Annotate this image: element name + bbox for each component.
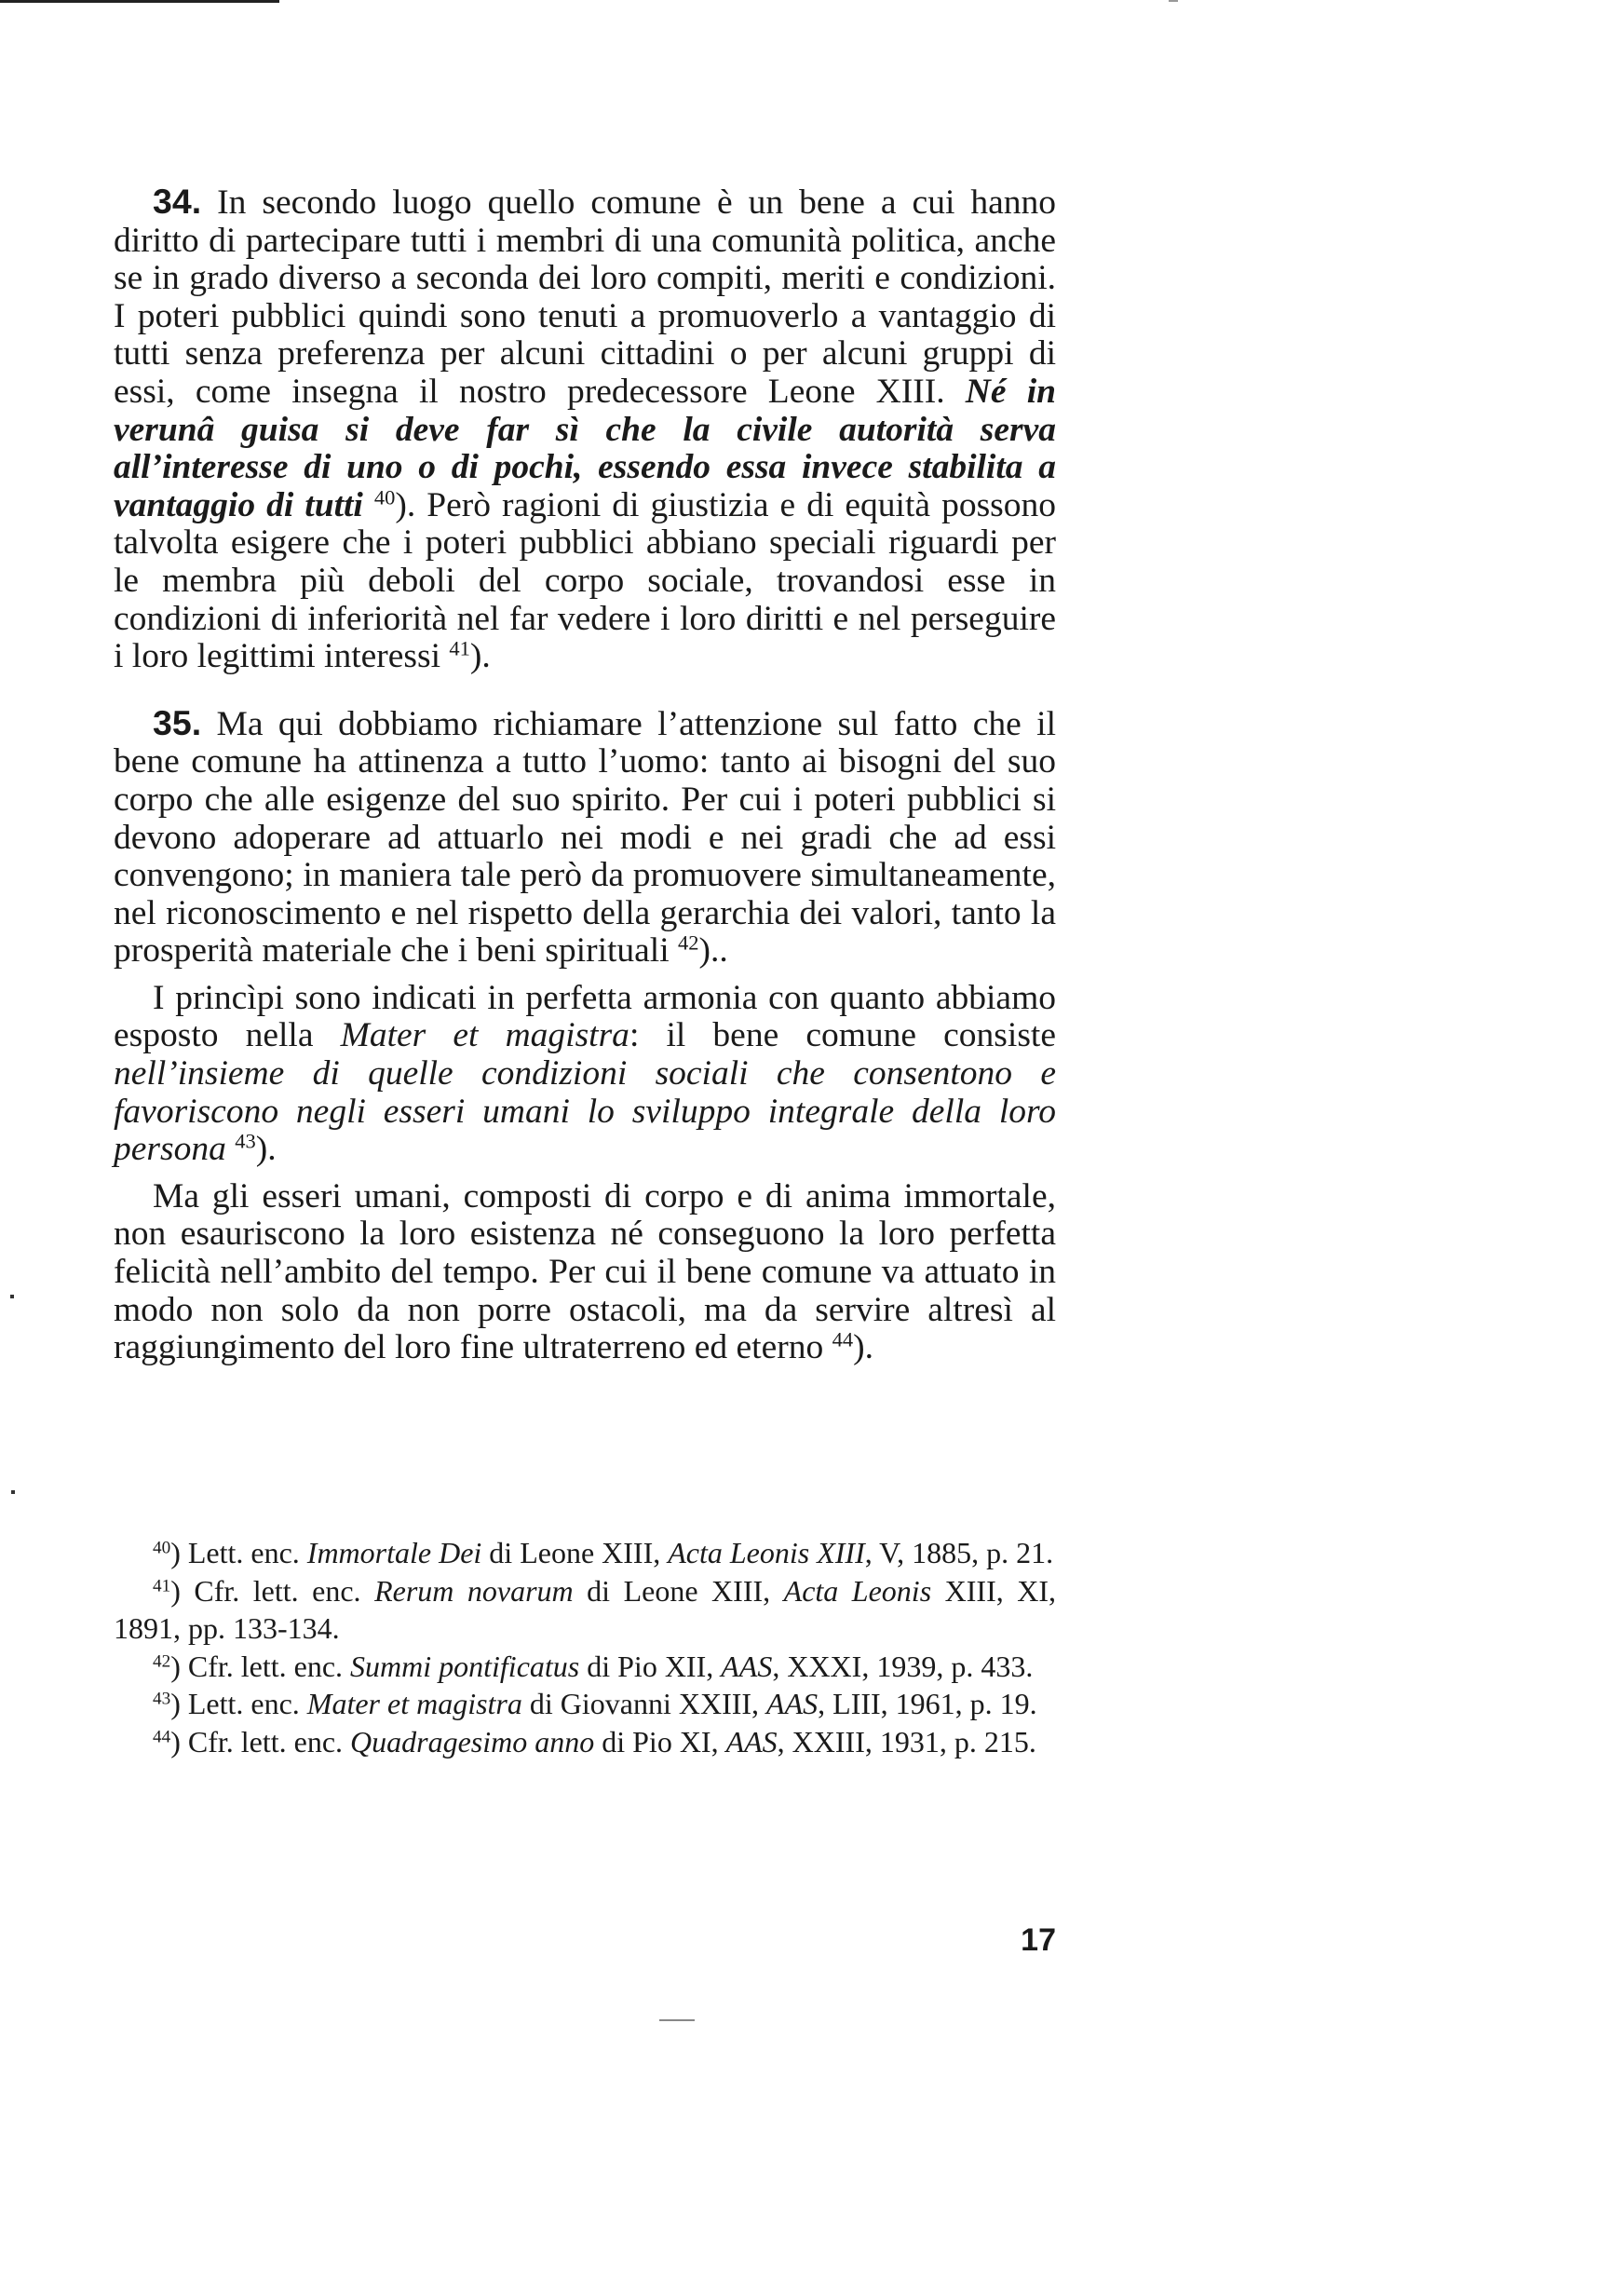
margin-mark [10,1295,14,1298]
paragraph-35: 35. Ma qui dobbiamo richiamare l’attenzione sul fatto che il bene comune ha attinenza a tutto l’uomo: tanto ai bisogni del suo corpo che alle esigenze del suo spirito. Per cui i poteri pubblici si devono adoperare ad attuarlo nei modi e nei gradi che ad essi convengono; in maniera tale però da promuovere simultaneamente, nel riconoscimento e nel rispetto della gerarchia dei valori, tanto la prosperità materiale che i beni spirituali $^{42}$).. [114,702,1056,971]
footnote-ref-40: 40 [373,485,396,509]
footnote-ref-42: 42 [678,930,699,955]
footnote-44: $^{44}$) Cfr. lett. enc. Quadragesimo anno di Pio XI, AAS, XXIII, 1931, p. 215. [153,1724,1036,1759]
footnote-43: $^{43}$) Lett. enc. Mater et magistra di Giovanni XXIII, AAS, LIII, 1961, p. 19. [153,1687,1037,1720]
footnote-ref-43: 43 [235,1129,256,1153]
paragraph-number: 34. [153,182,202,221]
top-rule [0,0,279,3]
footnotes [114,1534,1056,1760]
page-number: 17 [1021,1922,1056,1958]
margin-mark [11,1490,15,1494]
top-tick [1169,0,1178,2]
paragraph-number: 35. [153,702,202,742]
bottom-tick [659,2019,695,2021]
footnote-ref-41: 41 [449,636,470,660]
paragraph-34: 34. In secondo luogo quello comune è un bene a cui hanno diritto di partecipare tutti i membri di una comunità politica, anche se in grado diverso a seconda dei loro compiti, meriti e condizioni. I poteri pubblici quindi sono tenuti a promuoverlo a vantaggio di tutti senza preferenza per alcuni cittadini o per alcuni gruppi di essi, come insegna il nostro predecessore Leone XIII. Né in verunâ guisa si deve far sì che la civile autorità serva all’interesse di uno o di pochi, essendo essa invece stabilita a vantaggio di tutti $^{40}$). Però ragioni di giustizia e di equità possono talvolta esigere che i poteri pubblici abbiano speciali riguardi per le membra più deboli del corpo sociale, trovandosi esse in condizioni di inferiorità nel far vedere i loro diritti e nel perseguire i loro legittimi interessi $^{41}$). [114,182,1057,676]
footnote-42: $^{42}$) Cfr. lett. enc. Summi pontificatus di Pio XII, AAS, XXXI, 1939, p. 433. [153,1649,1034,1683]
paragraph-esseri-umani: Ma gli esseri umani, composti di corpo e di anima immortale, non esauriscono la loro esistenza né conseguono la loro perfetta felicità nell’ambito del tempo. Per cui il bene comune va attuato in modo non solo da non porre ostacoli, ma da servire altresì al raggiungimento del loro fine ultraterreno ed eterno $^{44}$). [114,1176,1056,1367]
footnote-ref-44: 44 [832,1327,854,1351]
footnote-41: $^{41}$) Cfr. lett. enc. Rerum novarum di Leone XIII, Acta Leonis XIII, XI, 1891, pp. 133-134. [114,1573,1057,1645]
paragraph-principi: I princìpi sono indicati in perfetta armonia con quanto abbiamo esposto nella Mater et magistra: il bene comune consiste nell’insieme di quelle condizioni sociali che consentono e favoriscono negli esseri umani lo sviluppo integrale della loro persona $^{43}$). [114,978,1056,1169]
body-text [114,183,1056,1367]
footnote-40: $^{40}$) Lett. enc. Immortale Dei di Leone XIII, Acta Leonis XIII, V, 1885, p. 21. [153,1536,1054,1569]
